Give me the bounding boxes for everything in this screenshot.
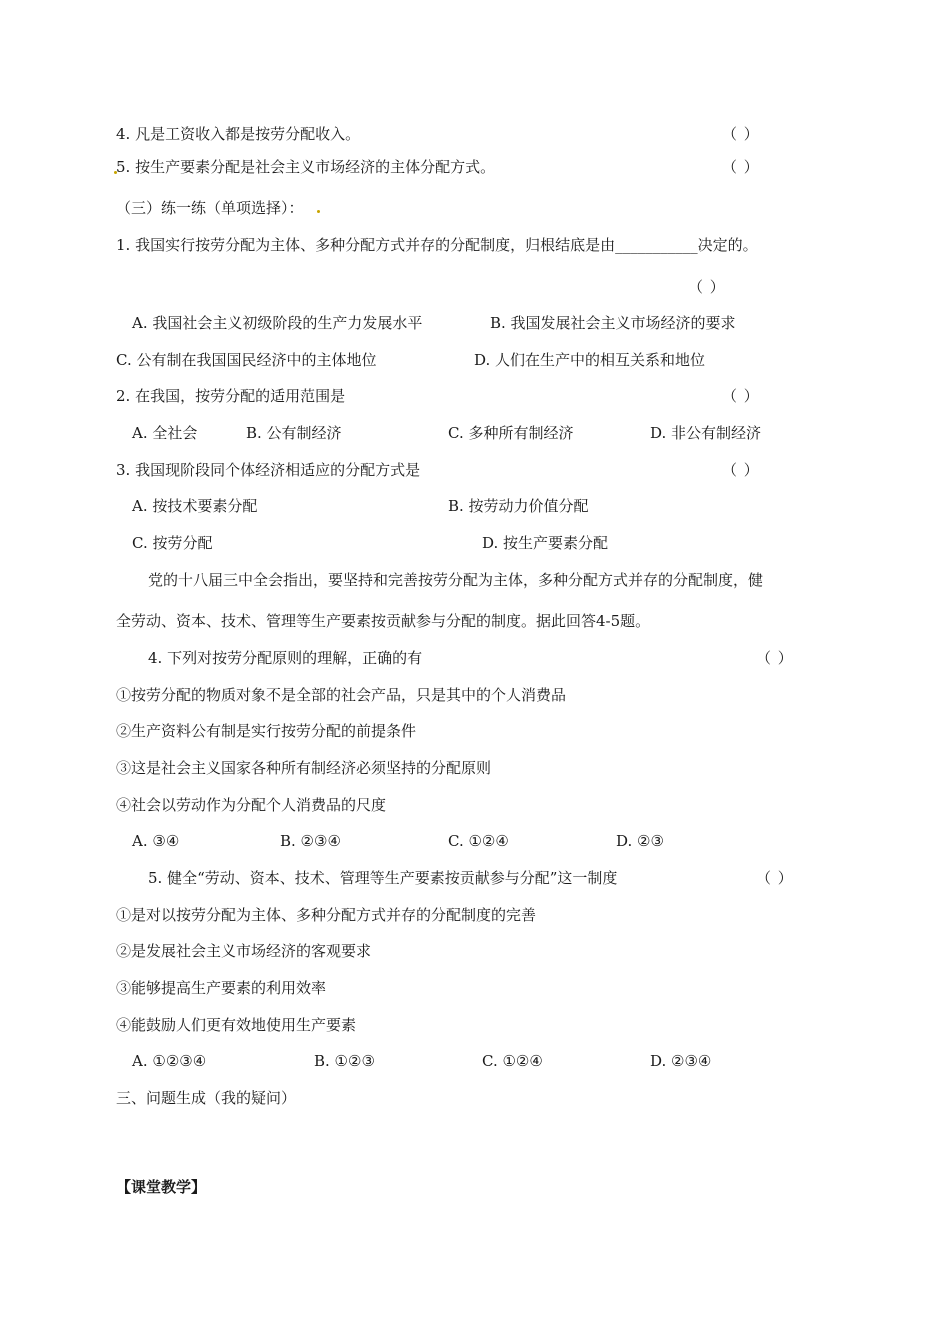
question-4-option-d: D. ②③ (616, 832, 664, 850)
question-4-statement-2: ②生产资料公有制是实行按劳分配的前提条件 (116, 722, 417, 740)
passage-line-1: 党的十八届三中全会指出，要坚持和完善按劳分配为主体，多种分配方式并存的分配制度，健 (148, 571, 764, 589)
question-3-option-a: A. 按技术要素分配 (132, 497, 258, 515)
question-5-statement-3: ③能够提高生产要素的利用效率 (116, 979, 327, 997)
question-5-statement-2: ②是发展社会主义市场经济的客观要求 (116, 942, 372, 960)
question-3-stem: 3. 我国现阶段同个体经济相适应的分配方式是 (116, 461, 421, 479)
question-2-answer-paren[interactable]: （ ） (722, 387, 760, 405)
question-4-option-b: B. ②③④ (280, 832, 341, 850)
practice-heading: （三）练一练（单项选择）： (116, 199, 304, 217)
question-5-statement-4: ④能鼓励人们更有效地使用生产要素 (116, 1016, 357, 1034)
question-2-option-b: B. 公有制经济 (246, 424, 342, 442)
judge-answer-paren-5[interactable]: （ ） (722, 158, 760, 176)
question-1-option-a: A. 我国社会主义初级阶段的生产力发展水平 (132, 314, 423, 332)
question-2-option-c: C. 多种所有制经济 (448, 424, 574, 442)
question-4-stem: 4. 下列对按劳分配原则的理解，正确的有 (148, 649, 423, 667)
question-5-option-d: D. ②③④ (650, 1052, 712, 1070)
judge-item-4: 4. 凡是工资收入都是按劳分配收入。 (116, 125, 361, 143)
question-2-option-a: A. 全社会 (132, 424, 198, 442)
question-1-option-d: D. 人们在生产中的相互关系和地位 (474, 351, 706, 369)
question-5-answer-paren[interactable]: （ ） (756, 869, 794, 887)
section-heading-classroom: 【课堂教学】 (116, 1178, 207, 1196)
question-4-answer-paren[interactable]: （ ） (756, 649, 794, 667)
question-5-statement-1: ①是对以按劳分配为主体、多种分配方式并存的分配制度的完善 (116, 906, 537, 924)
question-1-option-c: C. 公有制在我国国民经济中的主体地位 (116, 351, 377, 369)
question-4-statement-1: ①按劳分配的物质对象不是全部的社会产品，只是其中的个人消费品 (116, 686, 567, 704)
judge-item-5: 5. 按生产要素分配是社会主义市场经济的主体分配方式。 (116, 158, 496, 176)
judge-answer-paren-4[interactable]: （ ） (722, 125, 760, 143)
question-5-option-a: A. ①②③④ (132, 1052, 207, 1070)
question-3-answer-paren[interactable]: （ ） (722, 461, 760, 479)
question-3-option-d: D. 按生产要素分配 (482, 534, 609, 552)
marker-dot (317, 210, 320, 213)
question-4-statement-4: ④社会以劳动作为分配个人消费品的尺度 (116, 796, 387, 814)
question-2-option-d: D. 非公有制经济 (650, 424, 762, 442)
section-heading-questions: 三、问题生成（我的疑问） (116, 1089, 297, 1107)
question-5-option-b: B. ①②③ (314, 1052, 375, 1070)
question-1-stem: 1. 我国实行按劳分配为主体、多种分配方式并存的分配制度，归根结底是由___________决定的。 (116, 236, 758, 254)
question-4-statement-3: ③这是社会主义国家各种所有制经济必须坚持的分配原则 (116, 759, 492, 777)
question-3-option-c: C. 按劳分配 (132, 534, 213, 552)
passage-line-2: 全劳动、资本、技术、管理等生产要素按贡献参与分配的制度。据此回答4-5题。 (116, 612, 651, 630)
question-5-stem: 5. 健全“劳动、资本、技术、管理等生产要素按贡献参与分配”这一制度 (148, 869, 618, 887)
question-4-option-c: C. ①②④ (448, 832, 509, 850)
question-1-option-b: B. 我国发展社会主义市场经济的要求 (490, 314, 736, 332)
question-1-answer-paren[interactable]: （ ） (688, 278, 726, 296)
question-2-stem: 2. 在我国，按劳分配的适用范围是 (116, 387, 346, 405)
question-4-option-a: A. ③④ (132, 832, 180, 850)
question-5-option-c: C. ①②④ (482, 1052, 543, 1070)
question-3-option-b: B. 按劳动力价值分配 (448, 497, 589, 515)
